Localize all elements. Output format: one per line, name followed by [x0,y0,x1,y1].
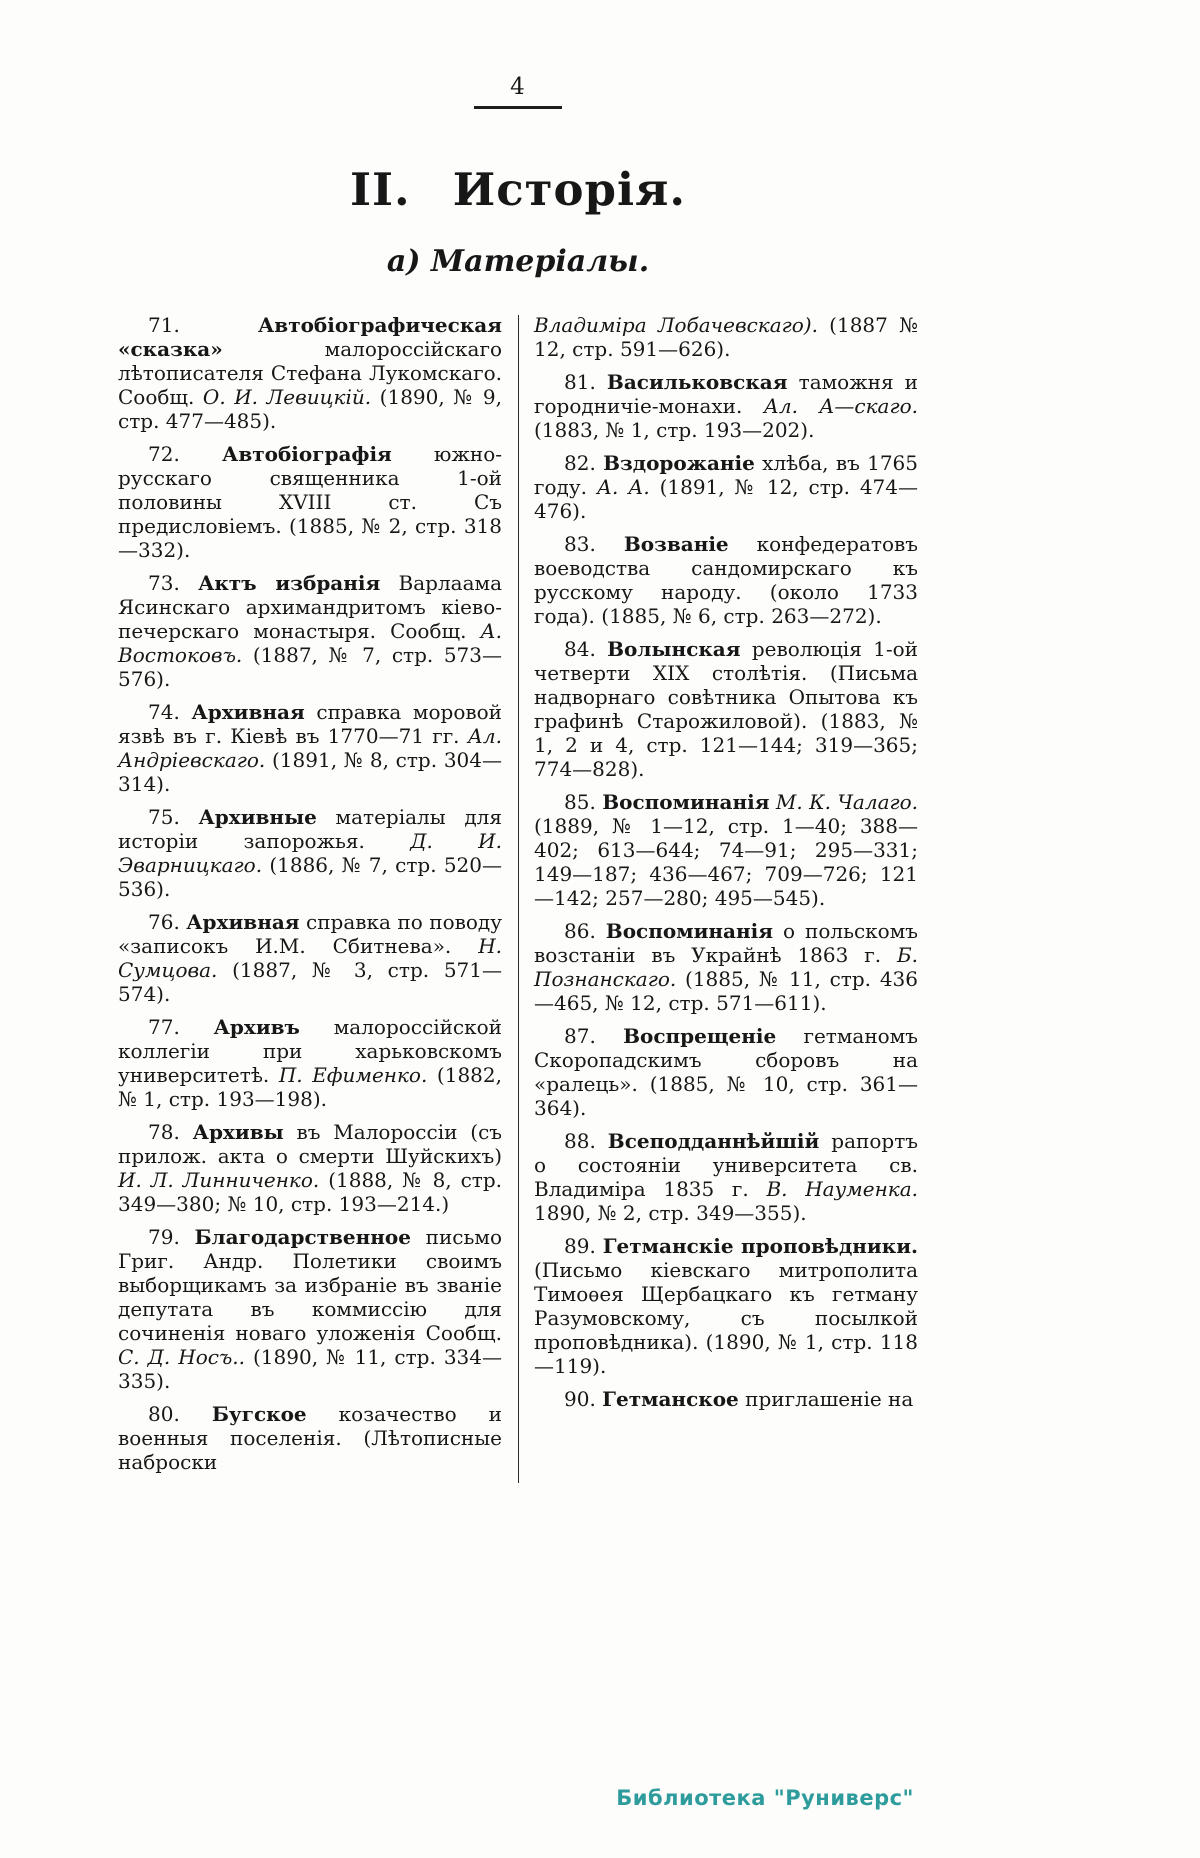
entry-segment: (1890, № 11, стр. 334—335). [118,1345,502,1393]
entry-segment: Ал. Андріевскаго. [118,724,502,772]
bibliography-entry [534,370,918,442]
bibliography-entry [118,700,502,796]
page-number: 4 [510,74,526,100]
entry-segment: 83. [564,532,624,556]
entry-segment: А. Востоковъ. [118,619,502,667]
entry-segment: о польскомъ возстаніи въ Украйнѣ 1863 г. [534,919,918,967]
entry-segment: Васильковская [606,370,788,394]
entry-segment: 89. [564,1234,603,1258]
entry-segment: 80. [148,1402,212,1426]
entry-segment: (1888, № 8, стр. 349—380; № 10, стр. 193—214.) [118,1168,503,1216]
bibliography-entry [534,637,918,781]
entry-segment: 1890, № 2, стр. 349—355). [534,1201,807,1225]
entry-segment: южно-русскаго священника 1-ой половины XVIII ст. Съ предисловіемъ. (1885, № 2, стр. 318—332). [118,442,502,562]
entry-segment: малороссійской коллегіи при харьковскомъ университетѣ. [118,1015,502,1087]
entry-segment: (1891, № 8, стр. 304—314). [118,748,502,796]
entry-segment: И. Л. Линниченко. [118,1168,320,1192]
entry-segment: 72. [148,442,223,466]
section-heading [118,163,918,216]
left-column [118,313,502,1483]
page-content [118,0,918,1483]
subsection-heading: а) Матеріалы. [386,244,650,279]
entry-segment: (1882, № 1, стр. 193—198). [118,1063,502,1111]
entry-segment: (Письмо кіевскаго митрополита Тимоѳея Щербацкаго къ гетману Разумовскому, съ посылкой проповѣдника). (1890, № 1, стр. 118—119). [534,1258,918,1378]
entry-segment: 71. [148,313,259,337]
bibliography-entry [534,532,918,628]
entry-segment: 88. [564,1129,608,1153]
column-divider [518,315,519,1483]
right-column [534,313,918,1483]
bibliography-entry [118,571,502,691]
entry-segment: В. Науменка. [766,1177,918,1201]
watermark: Библиотека "Руниверс" [616,1786,914,1810]
entry-segment: 77. [148,1015,214,1039]
entry-segment: (1887 № 12, стр. 591—626). [534,313,919,361]
entry-segment: О. И. Левицкій. [202,385,372,409]
entry-segment: Гетманское [602,1387,739,1411]
two-column-text [118,313,918,1483]
entry-segment: справка моровой язвѣ въ г. Кіевѣ въ 1770—71 гг. [118,700,502,748]
entry-segment: (1887, № 7, стр. 573—576). [118,643,502,691]
entry-segment: Н. Сумцова. [118,934,502,982]
entry-segment: Д. И. Эварницкаго. [118,829,502,877]
entry-segment: Гетманскіе проповѣдники. [602,1234,918,1258]
entry-segment: 78. [148,1120,193,1144]
entry-segment: козачество и военныя поселенія. (Лѣтописные наброски [118,1402,502,1474]
entry-segment: революція 1-ой четверти XIX столѣтія. (Письма надворнаго совѣтника Опытова къ графинѣ Старожиловой). (1883, № 1, 2 и 4, стр. 121—144; 319—365; 774—828). [534,637,919,781]
entry-segment: Архивная [191,700,305,724]
entry-segment: (1885, № 11, стр. 436—465, № 12, стр. 571—611). [534,967,918,1015]
entry-segment: Архивъ [213,1015,300,1039]
entry-segment: Бугское [211,1402,307,1426]
bibliography-entry [534,1129,918,1225]
entry-segment: Ал. А—скаго. [763,394,918,418]
entry-segment: Варлаама Ясинскаго архимандритомъ кіево-печерскаго монастыря. Сообщ. [118,571,502,643]
entry-segment: (1886, № 7, стр. 520—536). [118,853,502,901]
entry-segment: 76. [148,910,187,934]
entry-segment: (1887, № 3, стр. 571—574). [118,958,502,1006]
entry-segment: Вздорожаніе [603,451,755,475]
bibliography-entry [118,910,502,1006]
entry-segment: 81. [564,370,607,394]
entry-segment: малороссійскаго лѣтописателя Стефана Лукомскаго. Сообщ. [118,337,502,409]
entry-segment: (1890, № 9, стр. 477—485). [118,385,503,433]
entry-segment: Воспрещеніе [623,1024,777,1048]
entry-segment: Возваніе [623,532,729,556]
entry-segment: Автобіографія [222,442,392,466]
entry-segment: Б. Познанскаго. [534,943,918,991]
entry-segment: 85. [564,790,603,814]
bibliography-entry [534,1024,918,1120]
entry-segment: С. Д. Носъ.. [118,1345,245,1369]
entry-segment: 79. [148,1225,195,1249]
page-number-block [118,0,918,109]
entry-segment: Благодарственное [194,1225,411,1249]
entry-segment: Архивная [186,910,300,934]
entry-segment: (1891, № 12, стр. 474—476). [534,475,918,523]
section-title: Исторія. [452,163,687,216]
bibliography-entry [534,919,918,1015]
bibliography-entry [534,1387,918,1411]
bibliography-entry [534,451,918,523]
section-number: II. [349,163,411,216]
entry-segment: конфедератовъ воеводства сандомирскаго къ русскому народу. (около 1733 года). (1885, № 6, стр. 263—272). [534,532,918,628]
page-number-rule [474,106,562,109]
bibliography-entry [118,1225,502,1393]
entry-segment: 84. [564,637,608,661]
entry-continuation [534,313,918,361]
bibliography-entry [534,790,918,910]
entry-segment: 75. [148,805,199,829]
entry-segment: справка по поводу «записокъ И.М. Сбитнева». [118,910,502,958]
entry-segment: Всеподданнѣйшій [607,1129,820,1153]
entry-segment: А. А. [596,475,650,499]
entry-segment: Архивы [192,1120,284,1144]
entry-segment: гетманомъ Скоропадскимъ сборовъ на «ралець». (1885, № 10, стр. 361—364). [534,1024,918,1120]
bibliography-entry [118,1120,502,1216]
bibliography-entry [118,1402,502,1474]
entry-segment: Волынская [607,637,741,661]
entry-segment: письмо Григ. Андр. Полетики своимъ выборщикамъ за избраніе въ званіе депутата въ коммиссію для сочиненія новаго уложенія Сообщ. [118,1225,502,1345]
entry-segment: Владиміра Лобачевскаго). [534,313,818,337]
entry-segment: Архивные [198,805,317,829]
entry-segment: матеріалы для исторіи запорожья. [118,805,502,853]
entry-segment: Актъ избранія [198,571,381,595]
entry-segment: Автобіографическая «сказка» [118,313,502,361]
entry-segment: 73. [148,571,199,595]
entry-segment: 82. [564,451,604,475]
entry-segment: 90. [564,1387,603,1411]
entry-segment: приглашеніе на [738,1387,914,1411]
bibliography-entry [118,442,502,562]
entry-segment: Воспоминанія [602,790,770,814]
entry-segment: 74. [148,700,192,724]
entry-segment: Воспоминанія [605,919,774,943]
entry-segment: (1889, № 1—12, стр. 1—40; 388—402; 613—644; 74—91; 295—331; 149—187; 436—467; 709—726; 121—142; 257—280; 495—545). [534,814,918,910]
bibliography-entry [118,313,502,433]
entry-segment: 87. [564,1024,624,1048]
entry-segment: хлѣба, въ 1765 году. [534,451,918,499]
entry-segment: М. К. Чалаго. [769,790,918,814]
bibliography-entry [118,805,502,901]
entry-segment: (1883, № 1, стр. 193—202). [534,418,815,442]
entry-segment: П. Ефименко. [278,1063,428,1087]
entry-segment: 86. [564,919,606,943]
bibliography-entry [118,1015,502,1111]
bibliography-entry [534,1234,918,1378]
entry-segment: въ Малороссіи (съ прилож. акта о смерти Шуйскихъ) [118,1120,502,1168]
entry-segment: рапортъ о состояніи университета св. Владиміра 1835 г. [534,1129,918,1201]
entry-segment: таможня и городничіе-монахи. [534,370,918,418]
